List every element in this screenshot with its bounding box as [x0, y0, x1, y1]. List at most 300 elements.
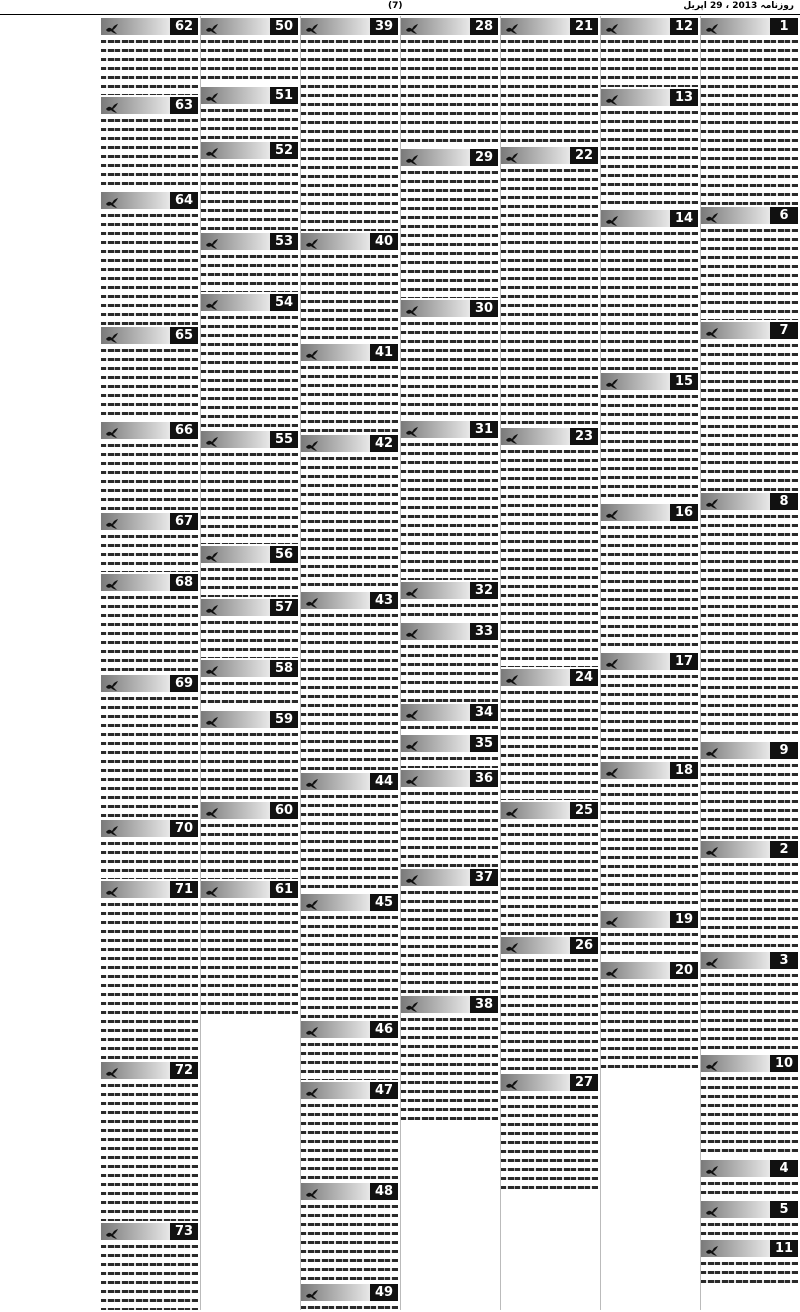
classified-entry: [201, 881, 298, 1020]
entry-header-band: [101, 881, 198, 898]
classified-entry: [101, 18, 198, 95]
entry-header-band: [601, 89, 698, 106]
entry-text-block: [101, 532, 198, 572]
entry-text-block: [301, 611, 398, 771]
entry-number: 33: [470, 623, 498, 640]
entry-text-block: [401, 754, 498, 768]
entry-text-block: [601, 37, 698, 87]
classified-entry: [701, 493, 798, 740]
entry-number: 6: [770, 207, 798, 224]
classified-entry: [701, 742, 798, 839]
entry-text-block: [701, 1259, 798, 1289]
bird-icon: [705, 1242, 719, 1254]
entry-text-block: [601, 672, 698, 760]
classified-entry: [601, 373, 698, 502]
classified-entry: [401, 623, 498, 702]
entry-number: 60: [270, 802, 298, 819]
bird-icon: [505, 430, 519, 442]
bird-icon: [305, 1185, 319, 1197]
page-header: [0, 0, 800, 15]
entry-text-block: [701, 860, 798, 950]
entry-number: 21: [570, 18, 598, 35]
entry-text-block: [701, 1179, 798, 1199]
entry-number: 24: [570, 669, 598, 686]
entry-header-band: [701, 841, 798, 858]
entry-number: 17: [670, 653, 698, 670]
classified-entry: [401, 770, 498, 867]
entry-header-band: [201, 660, 298, 677]
entry-text-block: [101, 839, 198, 879]
entry-text-block: [401, 440, 498, 580]
entry-number: 11: [770, 1240, 798, 1257]
bird-icon: [205, 89, 219, 101]
classified-entry: [101, 97, 198, 190]
bird-icon: [205, 662, 219, 674]
entry-header-band: [701, 1160, 798, 1177]
classified-entry: [201, 711, 298, 800]
entry-header-band: [401, 735, 498, 752]
entry-header-band: [201, 142, 298, 159]
bird-icon: [605, 212, 619, 224]
entry-text-block: [401, 601, 498, 621]
bird-icon: [205, 883, 219, 895]
entry-header-band: [301, 592, 398, 609]
entry-number: 72: [170, 1062, 198, 1079]
entry-text-block: [101, 1081, 198, 1221]
entry-text-block: [701, 512, 798, 740]
classified-entry: [501, 669, 598, 800]
entry-text-block: [301, 1101, 398, 1181]
bird-icon: [205, 548, 219, 560]
bird-icon: [305, 1023, 319, 1035]
entry-header-band: [301, 773, 398, 790]
classified-entry: [101, 820, 198, 879]
entry-header-band: [701, 1240, 798, 1257]
column-1: [700, 16, 798, 1310]
entry-header-band: [701, 742, 798, 759]
entry-header-band: [301, 344, 398, 361]
entry-number: 65: [170, 327, 198, 344]
entry-header-band: [601, 504, 698, 521]
entry-number: 73: [170, 1223, 198, 1240]
classified-entry: [601, 18, 698, 87]
entry-text-block: [601, 981, 698, 1071]
entry-header-band: [401, 770, 498, 787]
entry-text-block: [501, 956, 598, 1072]
bird-icon: [305, 20, 319, 32]
classified-entry: [401, 735, 498, 768]
bird-icon: [605, 655, 619, 667]
entry-text-block: [301, 454, 398, 590]
classified-entry: [701, 1160, 798, 1199]
entry-text-block: [101, 211, 198, 325]
classified-entry: [701, 841, 798, 950]
entry-text-block: [201, 900, 298, 1020]
entry-header-band: [501, 18, 598, 35]
entry-header-band: [201, 881, 298, 898]
entry-header-band: [701, 207, 798, 224]
classified-entry: [201, 546, 298, 597]
entry-number: 55: [270, 431, 298, 448]
classified-entry: [101, 422, 198, 511]
classified-entry: [401, 869, 498, 994]
bird-icon: [105, 822, 119, 834]
bird-icon: [305, 1286, 319, 1298]
entry-header-band: [401, 18, 498, 35]
entry-number: 42: [370, 435, 398, 452]
bird-icon: [405, 423, 419, 435]
classified-entry: [201, 294, 298, 429]
bird-icon: [605, 20, 619, 32]
bird-icon: [405, 737, 419, 749]
entry-text-block: [701, 37, 798, 205]
entry-text-block: [101, 593, 198, 673]
entry-header-band: [101, 1062, 198, 1079]
entry-header-band: [101, 574, 198, 591]
entry-number: 9: [770, 742, 798, 759]
entry-text-block: [701, 1220, 798, 1238]
entry-header-band: [101, 513, 198, 530]
entry-number: 59: [270, 711, 298, 728]
bird-icon: [405, 772, 419, 784]
entry-text-block: [401, 642, 498, 702]
entry-header-band: [501, 1074, 598, 1091]
entry-header-band: [201, 431, 298, 448]
classified-entry: [101, 192, 198, 325]
entry-text-block: [101, 900, 198, 1060]
entry-header-band: [401, 300, 498, 317]
entry-number: 4: [770, 1160, 798, 1177]
classified-entry: [701, 952, 798, 1053]
bird-icon: [605, 764, 619, 776]
entry-text-block: [101, 1242, 198, 1310]
entry-header-band: [501, 428, 598, 445]
entry-number: 27: [570, 1074, 598, 1091]
entry-text-block: [201, 565, 298, 597]
entry-number: 34: [470, 704, 498, 721]
bird-icon: [405, 706, 419, 718]
entry-header-band: [201, 802, 298, 819]
entry-text-block: [101, 37, 198, 95]
bird-icon: [705, 1162, 719, 1174]
entry-text-block: [501, 166, 598, 426]
bird-icon: [105, 515, 119, 527]
entry-text-block: [701, 761, 798, 839]
entry-text-block: [301, 363, 398, 433]
classified-entry: [701, 1055, 798, 1158]
entry-text-block: [101, 441, 198, 511]
entry-header-band: [301, 18, 398, 35]
classified-entry: [101, 574, 198, 673]
entry-header-band: [101, 18, 198, 35]
entry-text-block: [201, 618, 298, 658]
entry-text-block: [201, 730, 298, 800]
bird-icon: [105, 576, 119, 588]
entry-header-band: [501, 937, 598, 954]
classified-entry: [301, 1082, 398, 1181]
bird-icon: [705, 744, 719, 756]
entry-header-band: [201, 233, 298, 250]
bird-icon: [605, 91, 619, 103]
bird-icon: [405, 998, 419, 1010]
bird-icon: [105, 329, 119, 341]
entry-text-block: [201, 450, 298, 544]
entry-number: 44: [370, 773, 398, 790]
entry-text-block: [201, 161, 298, 231]
entry-text-block: [501, 1093, 598, 1193]
classified-entry: [301, 592, 398, 771]
entry-header-band: [201, 711, 298, 728]
entry-text-block: [101, 116, 198, 190]
entry-number: 43: [370, 592, 398, 609]
classified-entry: [701, 322, 798, 491]
bird-icon: [305, 437, 319, 449]
entry-header-band: [101, 97, 198, 114]
entry-header-band: [701, 952, 798, 969]
entry-text-block: [201, 252, 298, 292]
entry-header-band: [101, 422, 198, 439]
entry-number: 22: [570, 147, 598, 164]
bird-icon: [205, 296, 219, 308]
bird-icon: [205, 20, 219, 32]
column-5: [300, 16, 398, 1310]
entry-number: 19: [670, 911, 698, 928]
entry-number: 36: [470, 770, 498, 787]
classified-entry: [101, 675, 198, 818]
entry-text-block: [601, 523, 698, 651]
entry-number: 38: [470, 996, 498, 1013]
entry-number: 51: [270, 87, 298, 104]
entry-number: 58: [270, 660, 298, 677]
classified-entry: [501, 18, 598, 145]
entry-header-band: [401, 149, 498, 166]
entry-header-band: [301, 894, 398, 911]
entry-text-block: [201, 37, 298, 85]
entry-header-band: [301, 1021, 398, 1038]
entry-number: 18: [670, 762, 698, 779]
bird-icon: [605, 506, 619, 518]
entry-text-block: [301, 792, 398, 892]
entry-number: 15: [670, 373, 698, 390]
bird-icon: [105, 424, 119, 436]
entry-number: 39: [370, 18, 398, 35]
entry-number: 8: [770, 493, 798, 510]
entry-number: 23: [570, 428, 598, 445]
entry-text-block: [301, 1202, 398, 1282]
entry-text-block: [301, 252, 398, 342]
classified-entry: [201, 18, 298, 85]
entry-text-block: [101, 346, 198, 420]
classified-entry: [301, 18, 398, 231]
classified-page: [2, 16, 798, 1310]
entry-number: 61: [270, 881, 298, 898]
bird-icon: [305, 235, 319, 247]
entry-header-band: [701, 493, 798, 510]
entry-number: 30: [470, 300, 498, 317]
entry-number: 71: [170, 881, 198, 898]
bird-icon: [705, 1203, 719, 1215]
entry-number: 63: [170, 97, 198, 114]
classified-entry: [201, 233, 298, 292]
entry-text-block: [701, 226, 798, 320]
entry-number: 48: [370, 1183, 398, 1200]
entry-header-band: [101, 327, 198, 344]
classified-entry: [301, 773, 398, 892]
entry-number: 50: [270, 18, 298, 35]
entry-header-band: [701, 18, 798, 35]
entry-number: 46: [370, 1021, 398, 1038]
bird-icon: [205, 601, 219, 613]
entry-header-band: [501, 147, 598, 164]
entry-number: 41: [370, 344, 398, 361]
classified-entry: [401, 300, 498, 419]
entry-text-block: [701, 1074, 798, 1158]
classified-entry: [601, 89, 698, 208]
classified-entry: [101, 513, 198, 572]
column-7: [101, 16, 198, 1310]
entry-header-band: [301, 435, 398, 452]
entry-header-band: [601, 653, 698, 670]
bird-icon: [405, 625, 419, 637]
entry-text-block: [601, 108, 698, 208]
classified-entry: [101, 1223, 198, 1310]
entry-header-band: [601, 18, 698, 35]
entry-number: 35: [470, 735, 498, 752]
entry-number: 31: [470, 421, 498, 438]
bird-icon: [705, 209, 719, 221]
entry-number: 64: [170, 192, 198, 209]
entry-number: 70: [170, 820, 198, 837]
entry-number: 16: [670, 504, 698, 521]
bird-icon: [105, 1225, 119, 1237]
page-number: (7): [388, 1, 403, 11]
bird-icon: [305, 346, 319, 358]
entry-text-block: [301, 37, 398, 231]
entry-header-band: [401, 996, 498, 1013]
classified-entry: [401, 704, 498, 733]
entry-header-band: [501, 802, 598, 819]
column-2: [600, 16, 698, 1310]
entry-text-block: [501, 821, 598, 935]
classified-entry: [201, 142, 298, 231]
entry-number: 26: [570, 937, 598, 954]
bird-icon: [105, 677, 119, 689]
entry-number: 10: [770, 1055, 798, 1072]
classified-entry: [401, 18, 498, 147]
entry-header-band: [101, 675, 198, 692]
classified-entry: [701, 18, 798, 205]
bird-icon: [705, 324, 719, 336]
entry-header-band: [701, 322, 798, 339]
classified-entry: [301, 344, 398, 433]
classified-entry: [201, 87, 298, 140]
entry-header-band: [201, 546, 298, 563]
bird-icon: [605, 375, 619, 387]
entry-number: 14: [670, 210, 698, 227]
classified-entry: [201, 599, 298, 658]
entry-number: 45: [370, 894, 398, 911]
bird-icon: [305, 594, 319, 606]
classified-entry: [601, 210, 698, 371]
entry-text-block: [201, 821, 298, 879]
entry-number: 25: [570, 802, 598, 819]
entry-text-block: [701, 341, 798, 491]
entry-text-block: [601, 229, 698, 371]
entry-header-band: [201, 599, 298, 616]
classified-entry: [301, 233, 398, 342]
entry-number: 47: [370, 1082, 398, 1099]
bird-icon: [405, 20, 419, 32]
bird-icon: [505, 939, 519, 951]
classified-entry: [701, 1240, 798, 1289]
entry-text-block: [301, 1040, 398, 1080]
entry-text-block: [201, 106, 298, 140]
entry-text-block: [201, 313, 298, 429]
entry-number: 49: [370, 1284, 398, 1301]
entry-number: 52: [270, 142, 298, 159]
bird-icon: [505, 1076, 519, 1088]
entry-number: 37: [470, 869, 498, 886]
entry-text-block: [501, 447, 598, 667]
entry-header-band: [101, 820, 198, 837]
column-3: [500, 16, 598, 1310]
bird-icon: [205, 433, 219, 445]
entry-header-band: [601, 373, 698, 390]
bird-icon: [705, 495, 719, 507]
bird-icon: [405, 871, 419, 883]
bird-icon: [105, 99, 119, 111]
entry-header-band: [501, 669, 598, 686]
entry-number: 69: [170, 675, 198, 692]
classified-entry: [601, 653, 698, 760]
bird-icon: [705, 1057, 719, 1069]
bird-icon: [605, 964, 619, 976]
entry-header-band: [401, 869, 498, 886]
classified-entry: [501, 147, 598, 426]
classified-entry: [201, 802, 298, 879]
entry-text-block: [401, 37, 498, 147]
classified-entry: [401, 421, 498, 580]
bird-icon: [505, 149, 519, 161]
entry-number: 62: [170, 18, 198, 35]
classified-entry: [301, 1183, 398, 1282]
classified-entry: [701, 1201, 798, 1238]
classified-entry: [601, 962, 698, 1071]
bird-icon: [605, 913, 619, 925]
entry-text-block: [501, 37, 598, 145]
entry-number: 54: [270, 294, 298, 311]
entry-number: 5: [770, 1201, 798, 1218]
bird-icon: [105, 20, 119, 32]
classified-entry: [301, 1021, 398, 1080]
bird-icon: [205, 713, 219, 725]
entry-header-band: [301, 1082, 398, 1099]
column-6: [200, 16, 298, 1310]
entry-number: 2: [770, 841, 798, 858]
bird-icon: [205, 235, 219, 247]
bird-icon: [205, 144, 219, 156]
entry-number: 13: [670, 89, 698, 106]
bird-icon: [105, 1064, 119, 1076]
entry-text-block: [401, 1015, 498, 1125]
bird-icon: [505, 804, 519, 816]
classified-entry: [501, 802, 598, 935]
bird-icon: [305, 1084, 319, 1096]
classified-entry: [601, 504, 698, 651]
classified-entry: [201, 660, 298, 709]
entry-header-band: [601, 962, 698, 979]
bird-icon: [305, 775, 319, 787]
